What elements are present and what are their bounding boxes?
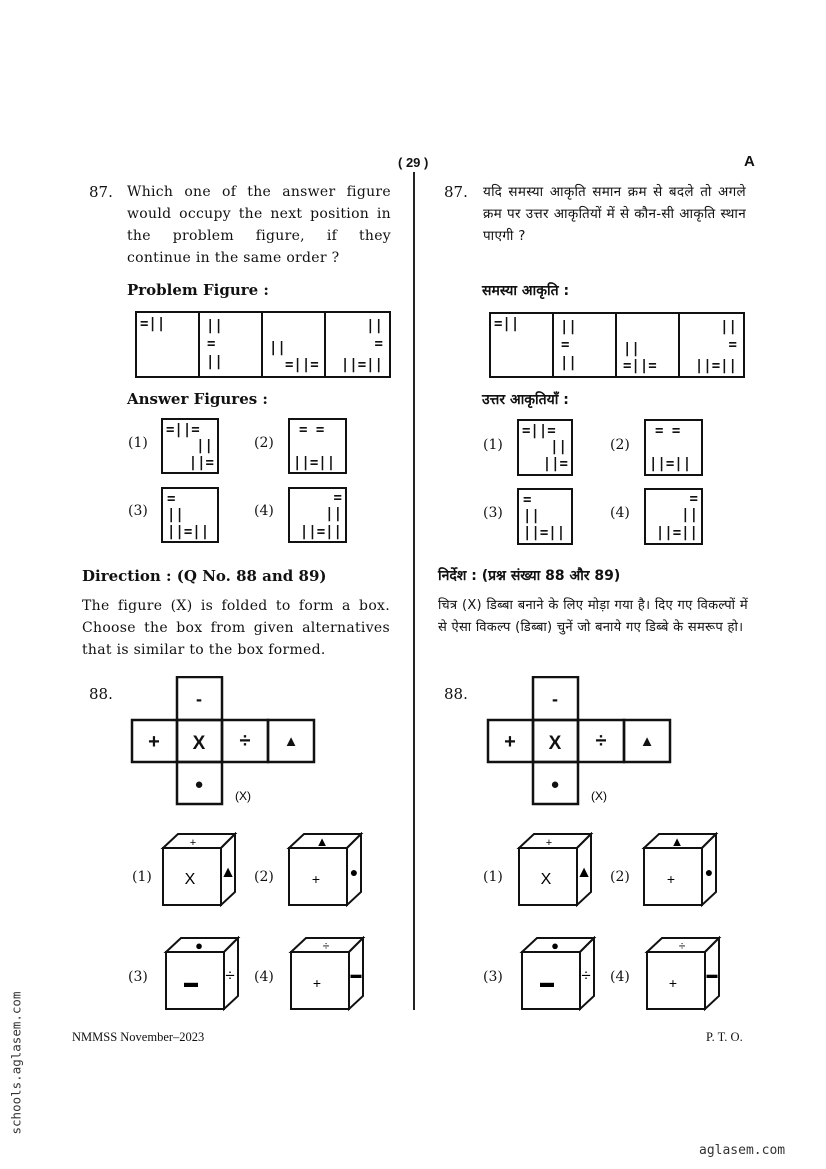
cube-2-side: ● [349,864,359,880]
problem-heading-en: Problem Figure : [127,281,269,299]
cube-4-hi-front: + [668,975,678,991]
problem-figure-1-hi: =|| [491,314,554,376]
cube-option-3-label: (3) [128,969,148,985]
problem-figure-2-hi: || = || [554,314,617,376]
cube-option-1-label-hi: (1) [483,869,503,885]
cube-1-hi-side: ▲ [576,864,592,881]
q87-number-hi: 87. [444,183,468,201]
net-label: (X) [235,789,251,803]
cube-2[interactable] [286,832,366,908]
cube-net-en [130,676,370,806]
q87-number-en: 87. [89,183,113,201]
cube-3-hi-front: ▬ [540,974,554,990]
cube-4-front: + [312,975,322,991]
cube-1[interactable] [160,832,240,908]
problem-figure-4-hi: || = ||=|| [694,319,737,374]
q88-number-hi: 88. [444,685,468,703]
answer-figure-1[interactable]: =||= || ||= [161,418,219,474]
net-hi-symbol-right2: ▲ [639,733,655,750]
page-number: ( 29 ) [398,155,429,170]
cube-1-hi[interactable] [516,832,596,908]
net-symbol-left: + [148,731,160,753]
problem-figure-3: || =||= [263,313,326,376]
footer-pto: P. T. O. [706,1030,743,1044]
cube-2-hi-side: ● [704,864,714,880]
cube-2-hi-front: + [666,871,676,887]
cube-2-front: + [311,871,321,887]
cube-4-side: ▬ [350,969,362,981]
net-symbol-top: - [196,689,202,709]
net-hi-symbol-left: + [504,731,516,753]
answer-figure-4-hi[interactable]: = || ||=|| [644,488,703,545]
problem-figure-3-hi: || =||= [617,314,680,376]
q87-text-en: Which one of the answer figure would occupy the next position in the problem figure, if they continue in the same order ? [127,184,391,266]
cube-4-hi-top: ÷ [678,939,686,953]
net-hi-symbol-top: - [552,689,558,709]
option-4-label: (4) [254,503,274,519]
problem-figure-1: =|| [137,313,200,376]
column-divider [413,172,415,1010]
answer-figure-2-hi[interactable]: = = ||=|| [644,419,703,476]
net-symbol-right2: ▲ [283,733,299,750]
cube-3-hi-side: ÷ [581,966,591,985]
problem-figure-strip-en [135,311,391,378]
answer-heading-hi: उत्तर आकृतियाँ : [482,392,569,408]
option-4-label-hi: (4) [610,505,630,521]
cube-3[interactable] [163,936,243,1012]
cube-option-4-label: (4) [254,969,274,985]
answer-figure-2[interactable]: = = ||=|| [288,418,347,474]
cube-4[interactable] [288,936,368,1012]
net-hi-symbol-right1: ÷ [595,730,607,752]
cube-option-4-label-hi: (4) [610,969,630,985]
net-hi-symbol-bottom: ● [550,776,560,793]
option-1-label: (1) [128,435,148,451]
bottom-watermark: aglasem.com [699,1143,786,1158]
set-code: A [744,153,755,170]
cube-option-2-label-hi: (2) [610,869,630,885]
cube-3-top: ● [195,938,203,953]
option-2-label: (2) [254,435,274,451]
cube-3-side: ÷ [225,966,235,985]
net-hi-symbol-center: X [548,733,562,754]
answer-heading-en: Answer Figures : [127,390,268,408]
option-2-label-hi: (2) [610,437,630,453]
side-watermark: schools.aglasem.com [8,991,24,1135]
cube-4-hi-side: ▬ [706,969,718,981]
cube-1-hi-front: X [540,871,552,888]
cube-4-top: ÷ [322,939,330,953]
option-1-label-hi: (1) [483,437,503,453]
problem-figure-2: || = || [200,313,263,376]
answer-figure-3[interactable]: = || ||=|| [161,487,219,543]
net-symbol-center: X [192,733,206,754]
direction-heading-hi: निर्देश : (प्रश्न संख्या 88 और 89) [438,568,621,584]
cube-2-hi-top: ▲ [670,834,684,849]
answer-figure-4[interactable]: = || ||=|| [288,487,347,543]
cube-option-2-label: (2) [254,869,274,885]
net-symbol-right1: ÷ [239,730,251,752]
cube-1-side: ▲ [220,864,236,881]
problem-heading-hi: समस्या आकृति : [482,283,570,299]
answer-figure-1-hi[interactable]: =||= || ||= [517,419,573,476]
q87-text-hi: यदि समस्या आकृति समान क्रम से बदले तो अगले क्रम पर उत्तर आकृतियों में से कौन-सी आकृति स्थान पाएगी ? [483,184,746,244]
cube-1-front: X [184,871,196,888]
cube-1-hi-top: + [545,837,553,849]
problem-figure-strip-hi [489,312,745,378]
q88-number-en: 88. [89,685,113,703]
answer-figure-3-hi[interactable]: = || ||=|| [517,488,573,545]
cube-3-front: ▬ [184,974,198,990]
option-3-label: (3) [128,503,148,519]
cube-3-hi-top: ● [551,938,559,953]
net-symbol-bottom: ● [194,776,204,793]
cube-option-1-label: (1) [132,869,152,885]
cube-2-hi[interactable] [641,832,721,908]
cube-net-hi [486,676,726,806]
cube-4-hi[interactable] [644,936,724,1012]
direction-text-en: The figure (X) is folded to form a box. Choose the box from given alternatives that is similar to the box formed. [82,598,390,658]
cube-option-3-label-hi: (3) [483,969,503,985]
footer-exam-name: NMMSS November–2023 [72,1030,205,1044]
cube-1-top: + [189,837,197,849]
direction-text-hi: चित्र (X) डिब्बा बनाने के लिए मोड़ा गया है। दिए गए विकल्पों में से ऐसा विकल्प (डिब्बा) चुनें जो बनाये गए डिब्बे के समरूप हो। [438,598,748,635]
cube-2-top: ▲ [315,834,329,849]
direction-heading-en: Direction : (Q No. 88 and 89) [82,567,327,585]
cube-3-hi[interactable] [519,936,599,1012]
option-3-label-hi: (3) [483,505,503,521]
problem-figure-4: || = ||=|| [340,318,383,373]
net-hi-label: (X) [591,789,607,803]
